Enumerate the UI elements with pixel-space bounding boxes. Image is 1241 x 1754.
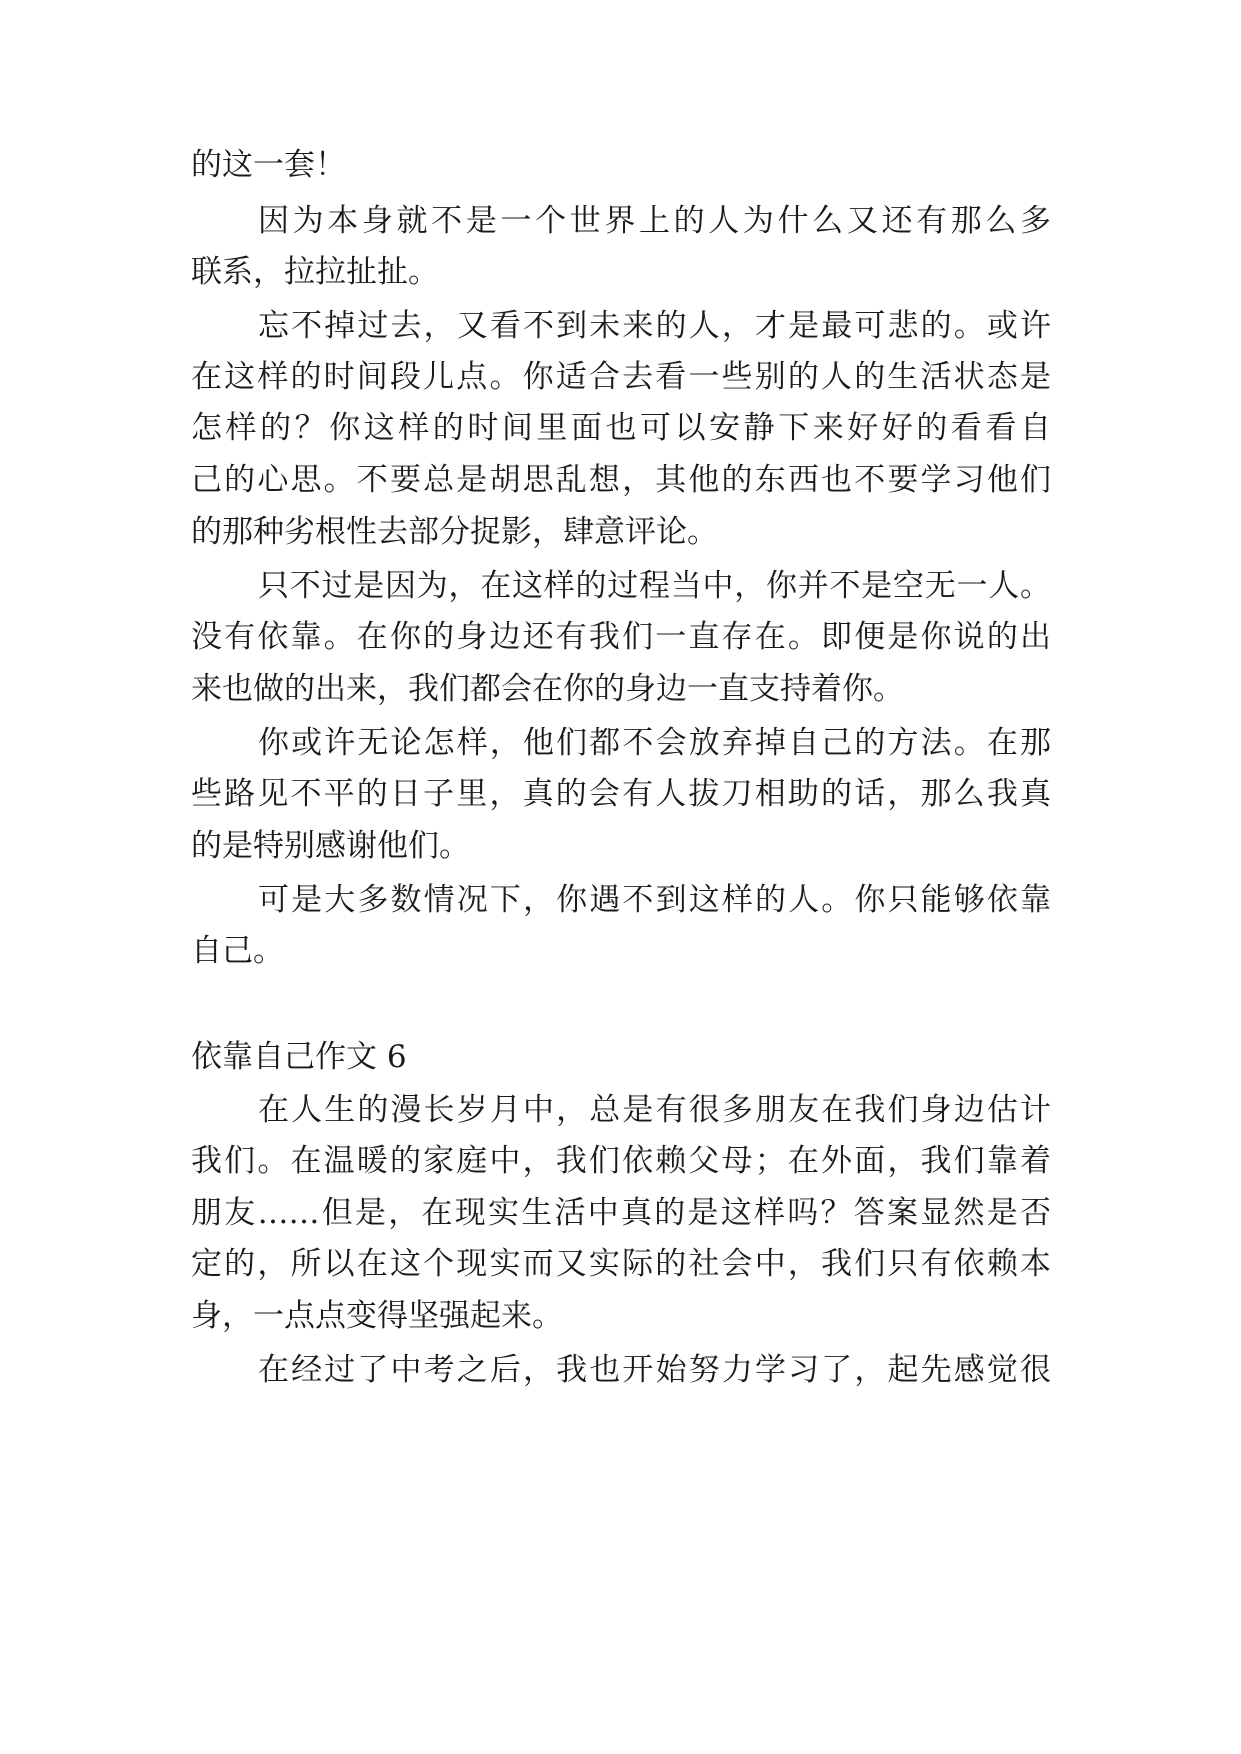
section-heading: 依靠自己作文 6 (191, 1039, 407, 1075)
text-line: 因为本身就不是一个世界上的人为什么又还有那么多 (258, 203, 1051, 239)
text-line: 可是大多数情况下，你遇不到这样的人。你只能够依靠 (258, 882, 1051, 918)
text-line: 的是特别感谢他们。 (191, 828, 470, 864)
text-line: 我们。在温暖的家庭中，我们依赖父母；在外面，我们靠着 (191, 1143, 1051, 1179)
text-line: 的那种劣根性去部分捉影，肆意评论。 (191, 514, 718, 550)
text-line: 联系，拉拉扯扯。 (191, 254, 439, 290)
text-line: 你或许无论怎样，他们都不会放弃掉自己的方法。在那 (258, 725, 1051, 761)
text-line: 怎样的？你这样的时间里面也可以安静下来好好的看看自 (191, 410, 1051, 446)
text-line: 己的心思。不要总是胡思乱想，其他的东西也不要学习他们 (191, 462, 1051, 498)
text-line: 在人生的漫长岁月中，总是有很多朋友在我们身边估计 (258, 1092, 1051, 1128)
text-line: 些路见不平的日子里，真的会有人拔刀相助的话，那么我真 (191, 776, 1051, 812)
text-line: 身，一点点变得坚强起来。 (191, 1298, 563, 1334)
text-line: 没有依靠。在你的身边还有我们一直存在。即便是你说的出 (191, 619, 1051, 655)
text-line: 来也做的出来，我们都会在你的身边一直支持着你。 (191, 671, 904, 707)
text-line: 朋友……但是，在现实生活中真的是这样吗？答案显然是否 (191, 1195, 1051, 1231)
text-line: 在这样的时间段儿点。你适合去看一些别的人的生活状态是 (191, 359, 1051, 395)
text-line: 忘不掉过去，又看不到未来的人，才是最可悲的。或许 (258, 308, 1051, 344)
text-line: 在经过了中考之后，我也开始努力学习了，起先感觉很 (258, 1352, 1051, 1388)
text-line: 只不过是因为，在这样的过程当中，你并不是空无一人。 (258, 568, 1051, 604)
text-line: 定的，所以在这个现实而又实际的社会中，我们只有依赖本 (191, 1246, 1051, 1282)
text-line: 的这一套！ (191, 147, 346, 183)
text-line: 自己。 (191, 933, 284, 969)
